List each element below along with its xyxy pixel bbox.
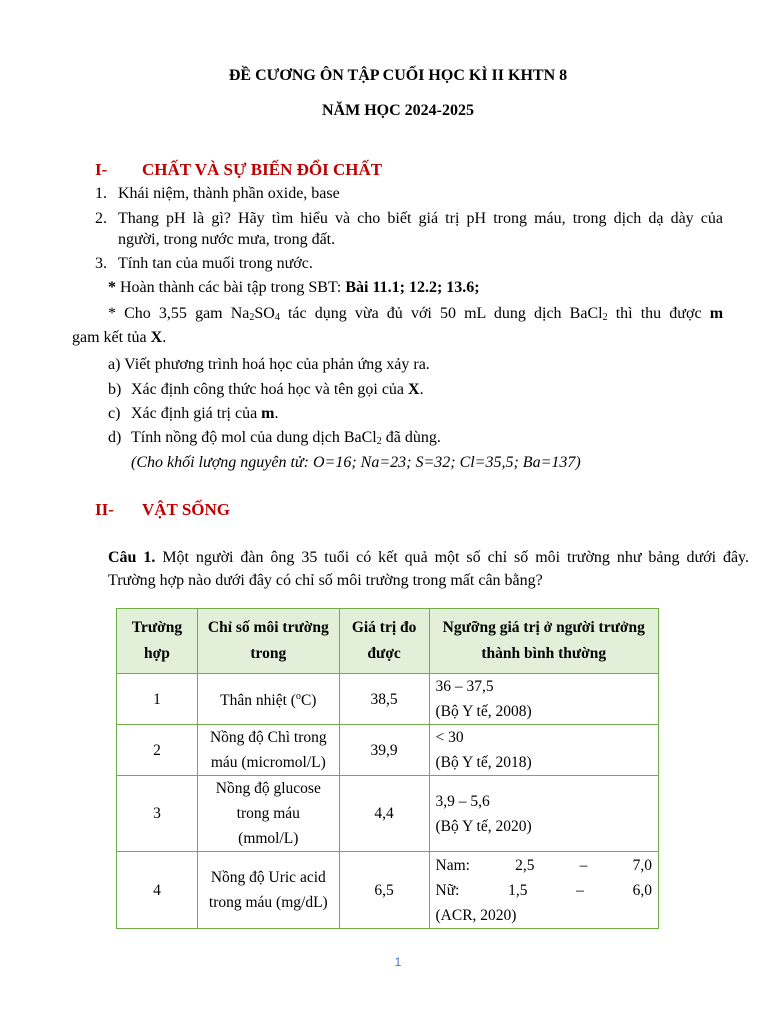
list-number: 3. — [95, 255, 107, 272]
table-row — [117, 776, 659, 852]
sub-item-a: a) Viết phương trình hoá học của phản ứng xảy ra. — [108, 356, 430, 373]
table-cell: Thân nhiệt ($^o$C) — [197, 674, 339, 725]
table-cell: 4 — [117, 852, 198, 929]
section-number: II- — [95, 500, 114, 519]
table-cell: 6,5 — [339, 852, 429, 929]
environment-index-table — [116, 608, 659, 929]
table-cell: 1 — [117, 674, 198, 725]
section-title: VẬT SỐNG — [142, 500, 231, 519]
table-header: Trường hợp — [117, 609, 198, 674]
table-row — [117, 674, 659, 725]
sub-item-d: d) Tính nồng độ mol của dung dịch BaCl$_2$ đã dùng. — [108, 429, 441, 447]
table-cell: Nam: 2,5 – 7,0 Nữ: 1,5 – 6,0 (ACR, 2020) — [429, 852, 658, 929]
table-header-row — [117, 609, 659, 674]
table-row — [117, 852, 659, 929]
table-cell: 4,4 — [339, 776, 429, 852]
list-text: Khái niệm, thành phần oxide, base — [118, 185, 340, 202]
list-item — [95, 254, 313, 274]
list-item — [95, 184, 340, 204]
table-header: Ngưỡng giá trị ở người trưởng thành bình thường — [429, 609, 658, 674]
list-item — [95, 209, 723, 229]
question-line-2: Trường hợp nào dưới đây có chỉ số môi trường trong mất cân bằng? — [108, 572, 543, 589]
sub-item-c: c) Xác định giá trị của m. — [108, 405, 279, 422]
section-number: I- — [95, 160, 108, 179]
table-header: Giá trị đo được — [339, 609, 429, 674]
list-text: Tính tan của muối trong nước. — [118, 255, 313, 272]
table-header: Chỉ số môi trường trong — [197, 609, 339, 674]
table-cell: 3 — [117, 776, 198, 852]
table-cell: 39,9 — [339, 725, 429, 776]
table-row — [117, 725, 659, 776]
question-line-1: Câu 1. Một người đàn ông 35 tuổi có kết quả một số chỉ số môi trường như bảng dưới đây. — [108, 549, 750, 566]
problem-line-2: gam kết tủa X. — [72, 329, 167, 346]
table-cell: 3,9 – 5,6 (Bộ Y tế, 2020) — [429, 776, 658, 852]
table-cell: 36 – 37,5 (Bộ Y tế, 2008) — [429, 674, 658, 725]
table-cell: 2 — [117, 725, 198, 776]
table-cell: Nồng độ Chì trong máu (micromol/L) — [197, 725, 339, 776]
sub-item-b: b) Xác định công thức hoá học và tên gọi của X. — [108, 381, 424, 398]
list-text: Thang pH là gì? Hãy tìm hiểu và cho biết giá trị pH trong máu, trong dịch dạ dày của — [118, 210, 723, 227]
list-number: 1. — [95, 185, 107, 202]
page-number: 1 — [394, 955, 402, 969]
homework-line: * Hoàn thành các bài tập trong SBT: Bài 11.1; 12.2; 13.6; — [108, 279, 480, 296]
section-title: CHẤT VÀ SỰ BIẾN ĐỔI CHẤT — [142, 160, 383, 179]
table-cell: Nồng độ glucose trong máu (mmol/L) — [197, 776, 339, 852]
list-text-continued: người, trong nước mưa, trong đất. — [118, 231, 336, 248]
homework-exercises: Bài 11.1; 12.2; 13.6; — [345, 279, 480, 296]
atomic-mass-note: (Cho khối lượng nguyên tử: O=16; Na=23; S=32; Cl=35,5; Ba=137) — [131, 454, 581, 471]
table-cell: 38,5 — [339, 674, 429, 725]
table-cell: < 30 (Bộ Y tế, 2018) — [429, 725, 658, 776]
list-number: 2. — [95, 210, 107, 227]
table-cell: Nồng độ Uric acid trong máu (mg/dL) — [197, 852, 339, 929]
problem-line-1: * Cho 3,55 gam $Na_2SO_4$ tác dụng vừa đủ với 50 mL dung dịch BaCl$_2$ thì thu được m — [108, 305, 724, 323]
document-title: ĐỀ CƯƠNG ÔN TẬP CUỐI HỌC KÌ II KHTN 8 — [228, 67, 568, 84]
document-subtitle: NĂM HỌC 2024-2025 — [322, 102, 474, 119]
question-label: Câu 1. — [108, 549, 156, 566]
